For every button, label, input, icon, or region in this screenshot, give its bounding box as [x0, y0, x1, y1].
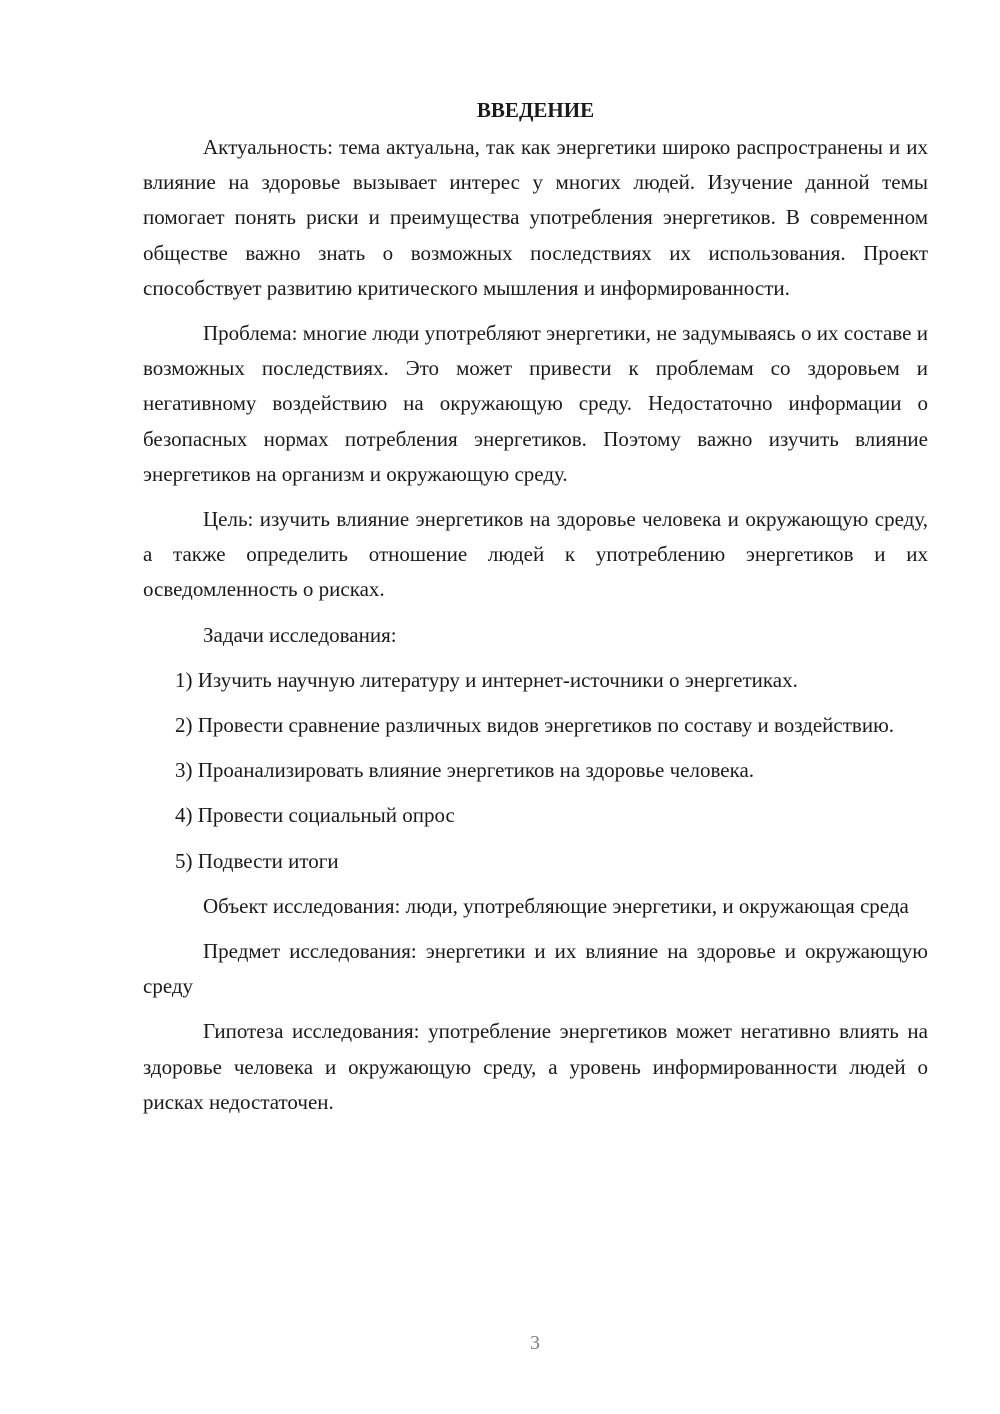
tasks-heading: Задачи исследования:	[203, 622, 397, 647]
section-heading: ВВЕДЕНИЕ	[476, 98, 595, 122]
task-item-4: 4) Провести социальный опрос	[175, 803, 455, 828]
task-item-3: 3) Проанализировать влияние энергетиков на здоровье человека.	[175, 758, 755, 783]
task-item-2: 2) Провести сравнение различных видов энергетиков по составу и воздействию.	[175, 713, 895, 738]
hypothesis-paragraph: Гипотеза исследования: употребление энергетиков может негативно влиять на здоровье человека и окружающую среду, а уровень информированности людей о рисках недостаточен.	[143, 1019, 928, 1114]
task-item-1: 1) Изучить научную литературу и интернет-источники о энергетиках.	[175, 667, 798, 692]
object-paragraph: Объект исследования: люди, употребляющие энергетики, и окружающая среда	[203, 893, 909, 918]
task-item-5: 5) Подвести итоги	[175, 848, 339, 873]
goal-paragraph: Цель: изучить влияние энергетиков на здоровье человека и окружающую среду, а также определить отношение людей к употреблению энергетиков и их осведомленность о рисках.	[143, 507, 928, 602]
subject-paragraph: Предмет исследования: энергетики и их влияние на здоровье и окружающую среду	[143, 939, 928, 999]
page-number: 3	[530, 1332, 540, 1354]
problem-paragraph: Проблема: многие люди употребляют энергетики, не задумываясь о их составе и возможных последствиях. Это может привести к проблемам со здоровьем и негативному воздействию на окружающую среду. Недостаточно информации о безопасных нормах потребления энергетиков. Поэтому важно изучить влияние энергетиков на организм и окружающую среду.	[143, 321, 928, 486]
relevance-paragraph: Актуальность: тема актуальна, так как энергетики широко распространены и их влияние на здоровье вызывает интерес у многих людей. Изучение данной темы помогает понять риски и преимущества употребления энергетиков. В современном обществе важно знать о возможных последствиях их использования. Проект способствует развитию критического мышления и информированности.	[143, 135, 928, 300]
document-page	[143, 90, 928, 1130]
